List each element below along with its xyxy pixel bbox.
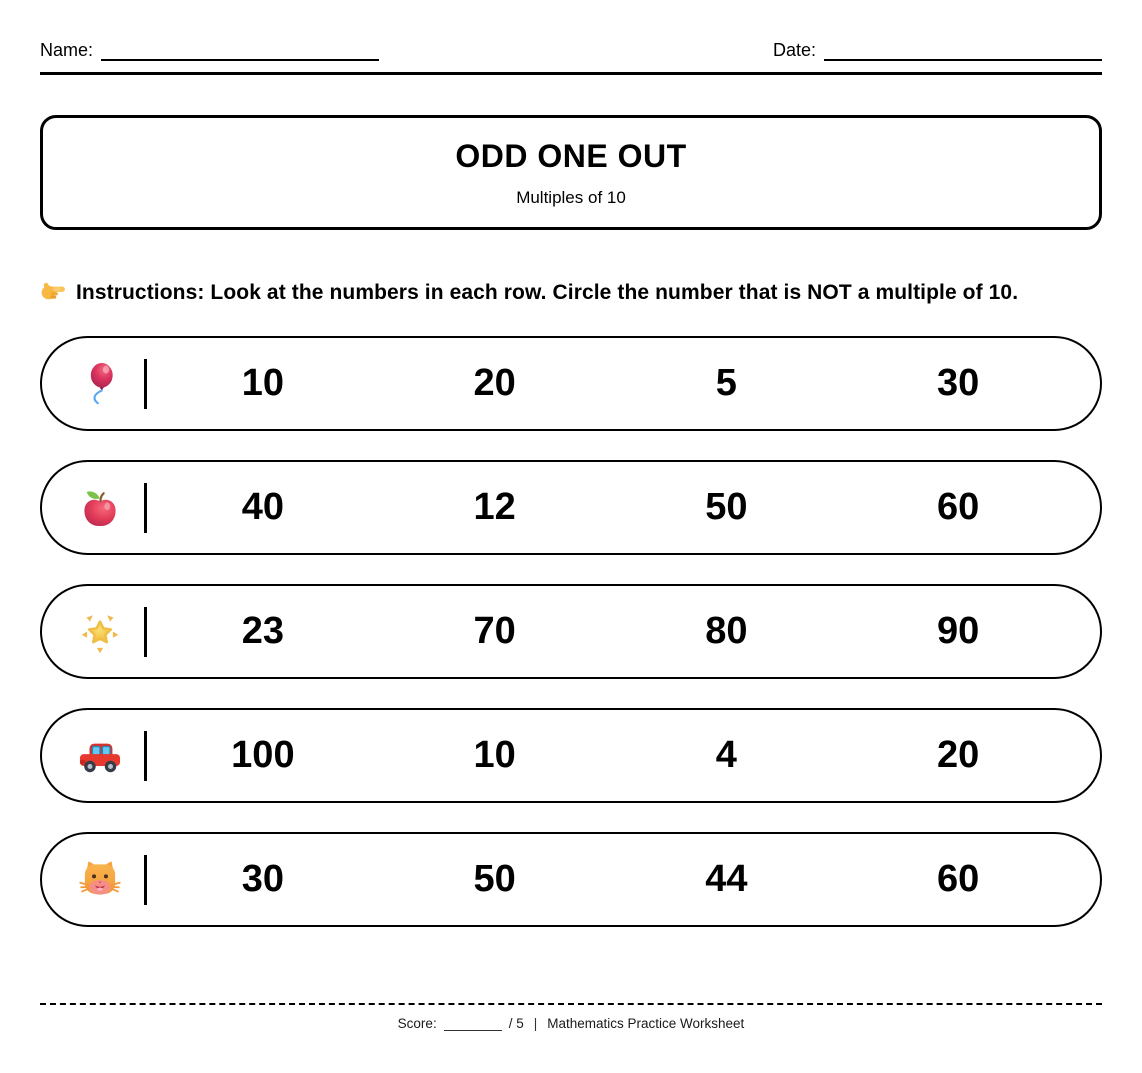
answer-choice[interactable]: 20 <box>936 734 980 776</box>
answer-choice[interactable]: 20 <box>473 362 516 404</box>
score-total: / 5 <box>508 1016 524 1031</box>
name-blank-input[interactable] <box>101 43 379 61</box>
cat-icon <box>70 858 130 902</box>
row-numbers <box>147 362 1100 405</box>
car-icon <box>70 735 130 777</box>
answer-choice[interactable]: 10 <box>473 734 516 776</box>
answer-choice[interactable]: 5 <box>715 362 737 404</box>
date-label: Date: <box>772 40 816 60</box>
title-box <box>40 115 1102 230</box>
balloon-icon <box>70 361 130 407</box>
worksheet-row-2 <box>40 460 1102 555</box>
name-label: Name: <box>40 40 94 60</box>
footer-text <box>40 1016 1102 1031</box>
footer-separator: | <box>533 1016 538 1031</box>
answer-choice[interactable]: 12 <box>473 486 516 528</box>
worksheet-row-3 <box>40 584 1102 679</box>
star-icon <box>70 609 130 655</box>
score-blank-input[interactable] <box>444 1019 502 1031</box>
instructions-text <box>40 276 1102 309</box>
name-field <box>40 40 379 61</box>
footer <box>40 1003 1102 1031</box>
worksheet-row-5 <box>40 832 1102 927</box>
answer-choice[interactable]: 44 <box>705 858 748 900</box>
worksheet-name: Mathematics Practice Worksheet <box>547 1016 745 1031</box>
row-numbers <box>147 486 1100 529</box>
page-subtitle: Multiples of 10 <box>516 187 626 207</box>
answer-choice[interactable]: 10 <box>241 362 285 404</box>
answer-choice[interactable]: 40 <box>241 486 285 528</box>
apple-icon <box>70 486 130 530</box>
page-title: ODD ONE OUT <box>455 137 687 174</box>
date-blank-input[interactable] <box>824 43 1102 61</box>
answer-choice[interactable]: 60 <box>936 486 980 528</box>
instructions-label: Instructions: <box>76 281 205 304</box>
answer-choice[interactable]: 50 <box>705 486 748 528</box>
answer-choice[interactable]: 60 <box>936 858 980 900</box>
answer-choice[interactable]: 70 <box>473 610 516 652</box>
header <box>40 0 1102 61</box>
header-divider <box>40 72 1102 75</box>
instructions-body: Look at the numbers in each row. Circle the number that is <box>210 281 802 304</box>
answer-choice[interactable]: 90 <box>936 610 980 652</box>
row-numbers <box>147 734 1100 777</box>
row-numbers <box>147 610 1100 653</box>
answer-choice[interactable]: 80 <box>705 610 748 652</box>
answer-choice[interactable]: 100 <box>231 734 295 776</box>
answer-choice[interactable]: 4 <box>715 734 737 776</box>
score-label: Score: <box>397 1016 437 1031</box>
answer-choice[interactable]: 23 <box>241 610 285 652</box>
answer-choice[interactable]: 30 <box>241 858 285 900</box>
answer-choice[interactable]: 30 <box>936 362 980 404</box>
rows-list <box>40 336 1102 927</box>
answer-choice[interactable]: 50 <box>473 858 516 900</box>
date-field <box>773 40 1102 61</box>
instructions-tail: a multiple of 10. <box>857 281 1019 304</box>
worksheet-row-4 <box>40 708 1102 803</box>
row-numbers <box>147 858 1100 901</box>
pointing-finger-icon <box>40 278 66 304</box>
worksheet-row-1 <box>40 336 1102 431</box>
instructions-emphasis: NOT <box>807 281 852 304</box>
footer-divider <box>40 1003 1102 1005</box>
